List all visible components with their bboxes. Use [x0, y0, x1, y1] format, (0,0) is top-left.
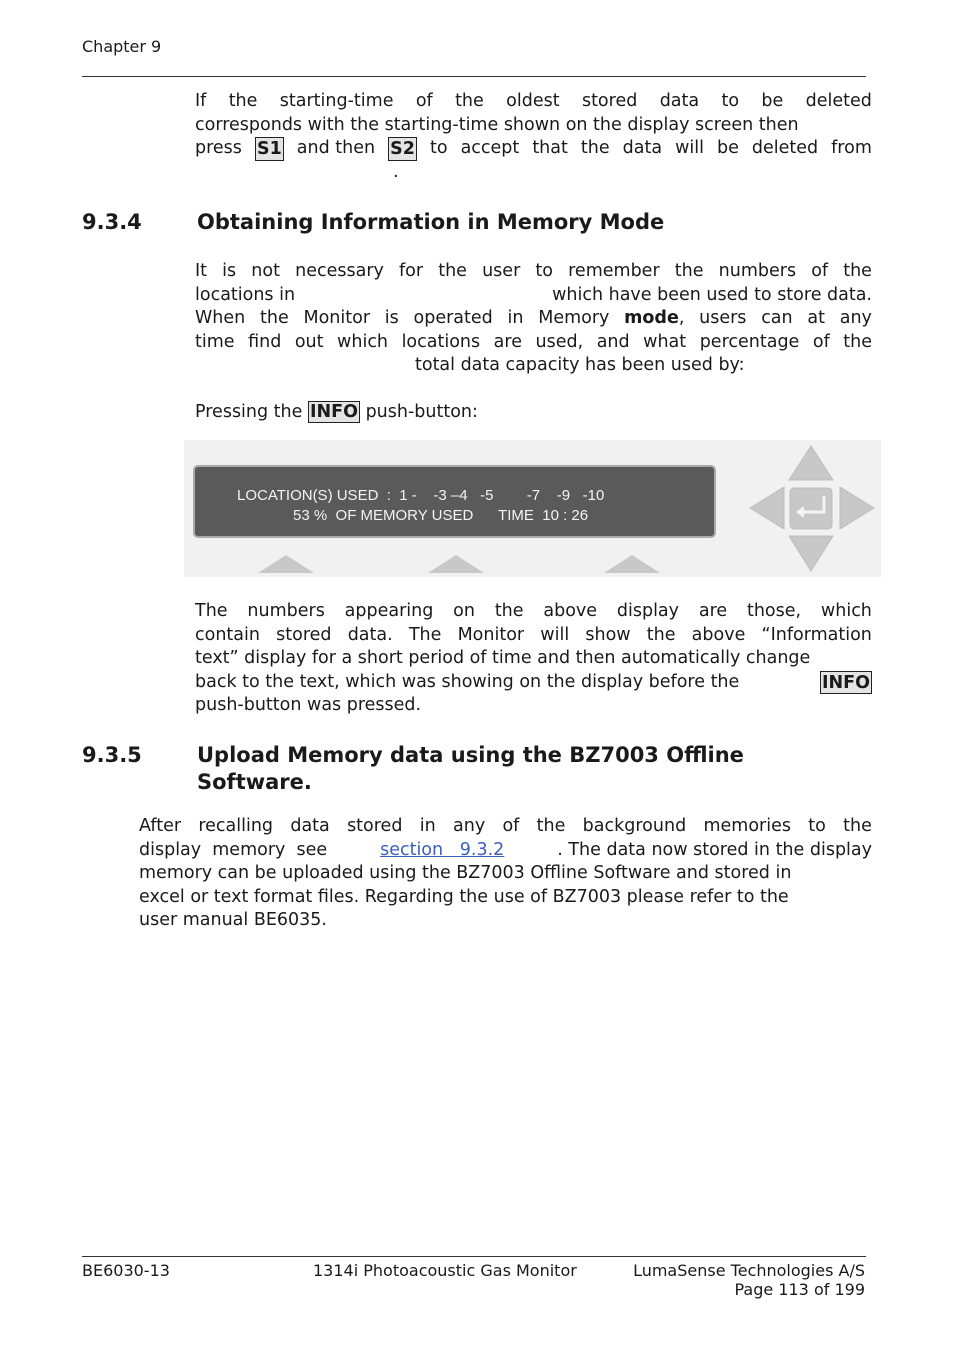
paragraph-line-1: [195, 600, 872, 624]
word: to: [535, 261, 553, 281]
word: can: [761, 308, 793, 328]
pressing-info-line: [195, 401, 872, 425]
right-arrow-icon[interactable]: [840, 487, 874, 529]
top-paragraph: [195, 90, 872, 184]
enter-icon[interactable]: [790, 488, 832, 529]
paragraph-line-3: memory can be uploaded using the BZ7003 Offline Software and stored in: [139, 863, 792, 883]
word: numbers: [718, 261, 797, 281]
word: any: [453, 816, 486, 836]
top-paragraph-line-4: .: [393, 161, 399, 182]
paragraph-line-2: [139, 839, 872, 863]
word: mode,: [624, 308, 685, 328]
section-heading-9-3-4: [82, 209, 882, 237]
word: Memory: [538, 308, 610, 328]
word: deleted: [805, 91, 872, 111]
lcd-display: [193, 465, 716, 538]
lcd-line-2: 53 % OF MEMORY USED TIME 10 : 26: [293, 507, 589, 524]
s2-key: S2: [390, 139, 415, 159]
word: necessary: [295, 261, 384, 281]
word: user: [482, 261, 521, 281]
word: locations: [401, 331, 481, 352]
info-key: INFO: [309, 402, 358, 422]
footer-page-number: Page 113 of 199: [734, 1280, 865, 1299]
header-rule: [82, 76, 866, 77]
word: are: [698, 601, 728, 621]
paragraph-line-5: total data capacity has been used by:: [415, 355, 745, 375]
word: find: [248, 331, 282, 352]
word: Monitor: [303, 308, 371, 328]
paragraph-line-5: push-button was pressed.: [195, 695, 422, 715]
navigation-keypad: [744, 444, 878, 574]
section-title-line-1: Upload Memory data using the BZ7003 Offline: [197, 743, 744, 767]
paragraph-line-1: [195, 260, 872, 284]
paragraph-line-2: [195, 624, 872, 648]
and-then-words: and then: [296, 138, 376, 158]
section-title: Obtaining Information in Memory Mode: [197, 210, 665, 234]
word: the: [580, 138, 610, 158]
word: operated: [413, 308, 493, 328]
data-now-stored-text: . The data now stored in the display: [557, 839, 872, 860]
word: data.: [347, 624, 393, 645]
word: not: [251, 261, 280, 281]
section-9-3-2-link[interactable]: section 9.3.2: [380, 839, 505, 860]
info-key: INFO: [822, 672, 870, 693]
back-to-text: back to the text, which was showing on the display before the: [195, 671, 740, 692]
footer-rule: [82, 1256, 866, 1257]
word: deleted: [751, 138, 819, 158]
down-arrow-icon[interactable]: [789, 536, 833, 571]
word: users: [699, 308, 747, 328]
top-paragraph-line-2: corresponds with the starting-time shown on the display screen then: [195, 114, 799, 135]
footer-doc-id: BE6030-13: [82, 1261, 170, 1280]
word: which: [337, 331, 389, 352]
word: the: [646, 624, 676, 645]
top-paragraph-line-3-tail: [430, 137, 872, 161]
word: to: [808, 816, 826, 836]
memory-info-paragraph: [195, 260, 872, 378]
word: the: [455, 91, 484, 111]
word: any: [839, 308, 872, 328]
word: oldest: [506, 91, 560, 111]
word: The: [195, 601, 228, 621]
top-paragraph-line-1: [195, 90, 872, 114]
word: of: [415, 91, 433, 111]
display-memory-see-text: display memory see: [139, 839, 328, 860]
word: If: [195, 91, 207, 111]
word: the: [228, 91, 258, 111]
paragraph-line-3: [195, 307, 872, 331]
word: It: [195, 261, 208, 281]
word: Monitor: [457, 624, 525, 645]
word: in: [419, 816, 436, 836]
word: show: [585, 624, 631, 645]
word: data: [622, 138, 663, 158]
word: which: [820, 601, 872, 621]
footer-product: 1314i Photoacoustic Gas Monitor: [313, 1261, 577, 1280]
word: what: [643, 331, 687, 352]
word: stored: [347, 816, 403, 836]
word: “Information: [761, 624, 872, 645]
word: the: [536, 816, 566, 836]
word: of: [811, 261, 829, 281]
word: data: [659, 91, 700, 111]
word: used,: [535, 331, 584, 352]
word: the: [843, 261, 872, 281]
paragraph-line-2: [195, 284, 872, 308]
word: the: [674, 261, 704, 281]
top-paragraph-line-3: [195, 137, 872, 161]
chapter-header: Chapter 9: [82, 37, 162, 56]
word: on: [453, 601, 475, 621]
soft-key-3-icon[interactable]: [602, 553, 662, 575]
word: is: [222, 261, 237, 281]
word: When: [195, 308, 246, 328]
word: the: [843, 816, 872, 836]
section-number: 9.3.4: [82, 210, 142, 234]
word: the: [494, 601, 524, 621]
word: to: [721, 91, 740, 111]
word: be: [716, 138, 739, 158]
word: at: [807, 308, 825, 328]
word: accept: [460, 138, 520, 158]
word: contain: [195, 624, 260, 645]
word: percentage: [699, 331, 800, 352]
paragraph-line-4: [195, 331, 872, 355]
word: those,: [746, 601, 802, 621]
paragraph-line-3: text” display for a short period of time and then automatically change: [195, 648, 811, 668]
word: of: [502, 816, 520, 836]
word: is: [384, 308, 399, 328]
word: the: [260, 308, 289, 328]
word: After: [139, 816, 182, 836]
word: from: [831, 138, 872, 158]
up-arrow-icon[interactable]: [789, 446, 833, 480]
word: stored: [276, 624, 332, 645]
word: will: [675, 138, 704, 158]
paragraph-line-4: [195, 671, 872, 695]
word: are: [493, 331, 522, 352]
upload-paragraph: [139, 815, 872, 933]
display-explanation-paragraph: [195, 600, 872, 718]
word: for: [399, 261, 424, 281]
word: the: [438, 261, 467, 281]
word: background: [582, 816, 687, 836]
word: starting-time: [279, 91, 394, 111]
word: display: [616, 601, 680, 621]
paragraph-line-4: excel or text format files. Regarding the use of BZ7003 please refer to the: [139, 886, 789, 907]
word: the: [843, 331, 872, 352]
lcd-line-1: LOCATION(S) USED : 1 - -3 –4 -5 -7 -9 -10: [237, 487, 605, 504]
word: will: [540, 624, 570, 645]
word: in: [507, 308, 524, 328]
word: above: [543, 601, 598, 621]
used-to-store-text: which have been used to store data.: [552, 284, 872, 305]
soft-key-1-icon[interactable]: [256, 553, 316, 575]
word: stored: [581, 91, 638, 111]
word: The: [408, 624, 442, 645]
word: of: [812, 331, 830, 352]
word: that: [532, 138, 568, 158]
word: data: [290, 816, 330, 836]
word: above: [691, 624, 746, 645]
word: out: [294, 331, 324, 352]
pressing-the-text: Pressing the: [195, 402, 303, 422]
soft-key-2-icon[interactable]: [426, 553, 486, 575]
s1-key: S1: [256, 139, 282, 159]
paragraph-line-1: [139, 815, 872, 839]
section-number: 9.3.5: [82, 743, 142, 767]
word: time: [195, 331, 235, 352]
locations-in-text: locations in: [195, 284, 296, 305]
word: numbers: [247, 601, 325, 621]
section-title-line-2: Software.: [197, 770, 312, 794]
press-word: press: [195, 138, 242, 158]
footer-company: LumaSense Technologies A/S: [633, 1261, 865, 1280]
push-button-text: push-button:: [365, 402, 478, 422]
word: memories: [703, 816, 791, 836]
left-arrow-icon[interactable]: [750, 487, 784, 529]
word: remember: [568, 261, 660, 281]
paragraph-line-5: user manual BE6035.: [139, 910, 327, 930]
word: to: [429, 138, 448, 158]
section-heading-9-3-5: [82, 742, 882, 798]
word: be: [761, 91, 784, 111]
word: appearing: [344, 601, 434, 621]
word: recalling: [198, 816, 274, 836]
word: and: [596, 331, 630, 352]
